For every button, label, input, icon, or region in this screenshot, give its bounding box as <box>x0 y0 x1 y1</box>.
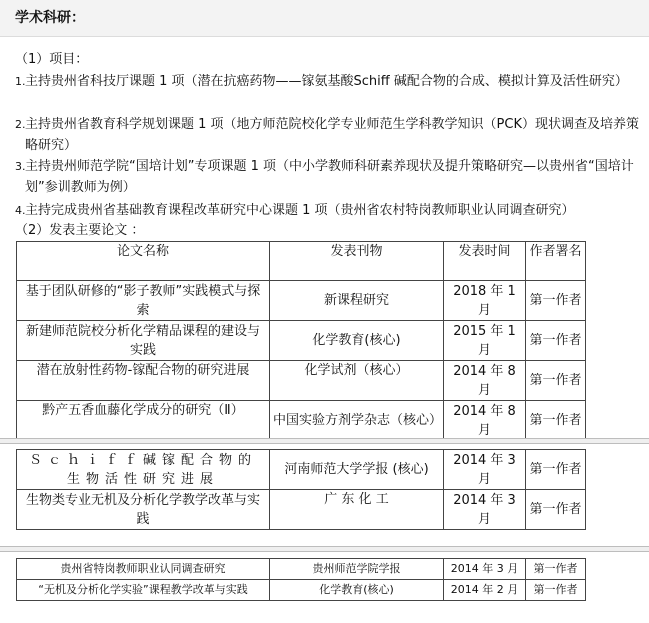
paper-author: 第一作者 <box>526 450 586 490</box>
col-header-date: 发表时间 <box>444 242 526 281</box>
table-row <box>17 490 586 530</box>
papers-table-3 <box>16 558 586 601</box>
paper-author: 第一作者 <box>526 361 586 401</box>
col-header-author: 作者署名 <box>526 242 586 281</box>
table-row <box>17 361 586 401</box>
project-text: 主持贵州省科技厅课题 1 项（潜在抗癌药物——镓氨基酸Schiff 碱配合物的合成、模拟计算及活性研究） <box>25 74 628 89</box>
paper-date: 2015 年 1 月 <box>444 321 526 361</box>
paper-date: 2014 年 8 月 <box>444 401 526 441</box>
paper-journal: 化学试剂（核心） <box>270 361 444 401</box>
project-item-4 <box>15 200 645 221</box>
project-number: 3. <box>15 160 26 173</box>
project-item-3 <box>15 156 645 198</box>
paper-journal: 中国实验方剂学杂志（核心） <box>270 401 444 441</box>
paper-title: 基于团队研修的“影子教师”实践模式与探索 <box>17 281 270 321</box>
paper-journal: 化学教育(核心) <box>270 580 444 601</box>
table-row <box>17 450 586 490</box>
project-text: 主持完成贵州省基础教育课程改革研究中心课题 1 项（贵州省农村特岗教师职业认同调查研究） <box>25 203 575 218</box>
project-text: 主持贵州省教育科学规划课题 1 项（地方师范院校化学专业师范生学科教学知识（PCK）现状调查及培养策略研究） <box>25 117 639 153</box>
paper-title: 贵州省特岗教师职业认同调查研究 <box>17 559 270 580</box>
project-number: 2. <box>15 118 26 131</box>
paper-author: 第一作者 <box>526 281 586 321</box>
paper-journal: 新课程研究 <box>270 281 444 321</box>
col-header-title: 论文名称 <box>17 242 270 281</box>
paper-title <box>17 450 270 490</box>
paper-date: 2018 年 1 月 <box>444 281 526 321</box>
papers-table-2 <box>16 449 586 530</box>
paper-author: 第一作者 <box>526 490 586 530</box>
project-number: 1. <box>15 75 26 88</box>
table-row <box>17 401 586 441</box>
paper-journal: 化学教育(核心) <box>270 321 444 361</box>
projects-heading: （1）项目： <box>15 52 89 67</box>
project-item-1 <box>15 71 645 92</box>
papers-heading: （2）发表主要论文 ： <box>15 223 145 238</box>
project-item-2 <box>15 114 645 156</box>
paper-date: 2014 年 3 月 <box>444 490 526 530</box>
paper-author: 第一作者 <box>526 559 586 580</box>
project-number: 4. <box>15 204 26 217</box>
section-header <box>0 0 649 37</box>
paper-title: 生物类专业无机及分析化学教学改革与实践 <box>17 490 270 530</box>
paper-date: 2014 年 3 月 <box>444 559 526 580</box>
project-text: 主持贵州师范学院“国培计划”专项课题 1 项（中小学教师科研素养现状及提升策略研究—以贵州省“国培计划”参训教师为例） <box>25 159 634 195</box>
paper-journal: 河南师范大学学报 (核心) <box>270 450 444 490</box>
section-divider <box>0 438 649 444</box>
paper-title: 新建师范院校分析化学精品课程的建设与实践 <box>17 321 270 361</box>
paper-title: 黔产五香血藤化学成分的研究（Ⅱ） <box>17 401 270 441</box>
paper-author: 第一作者 <box>526 321 586 361</box>
paper-date: 2014 年 3 月 <box>444 450 526 490</box>
table-header-row <box>17 242 586 281</box>
paper-title: 潜在放射性药物-镓配合物的研究进展 <box>17 361 270 401</box>
paper-journal: 贵州师范学院学报 <box>270 559 444 580</box>
section-title: 学术科研： <box>15 10 85 26</box>
table-row <box>17 559 586 580</box>
paper-date: 2014 年 2 月 <box>444 580 526 601</box>
paper-journal: 广 东 化 工 <box>270 490 444 530</box>
paper-title: “无机及分析化学实验”课程教学改革与实践 <box>17 580 270 601</box>
paper-author: 第一作者 <box>526 401 586 441</box>
section-divider <box>0 546 649 552</box>
paper-date: 2014 年 8 月 <box>444 361 526 401</box>
paper-author: 第一作者 <box>526 580 586 601</box>
col-header-journal: 发表刊物 <box>270 242 444 281</box>
table-row <box>17 580 586 601</box>
table-row <box>17 281 586 321</box>
paper-title-text: Ｓｃｈｉｆｆ碱镓配合物的生物活性研究进展 <box>28 452 257 487</box>
papers-table-1 <box>16 241 586 441</box>
table-row <box>17 321 586 361</box>
